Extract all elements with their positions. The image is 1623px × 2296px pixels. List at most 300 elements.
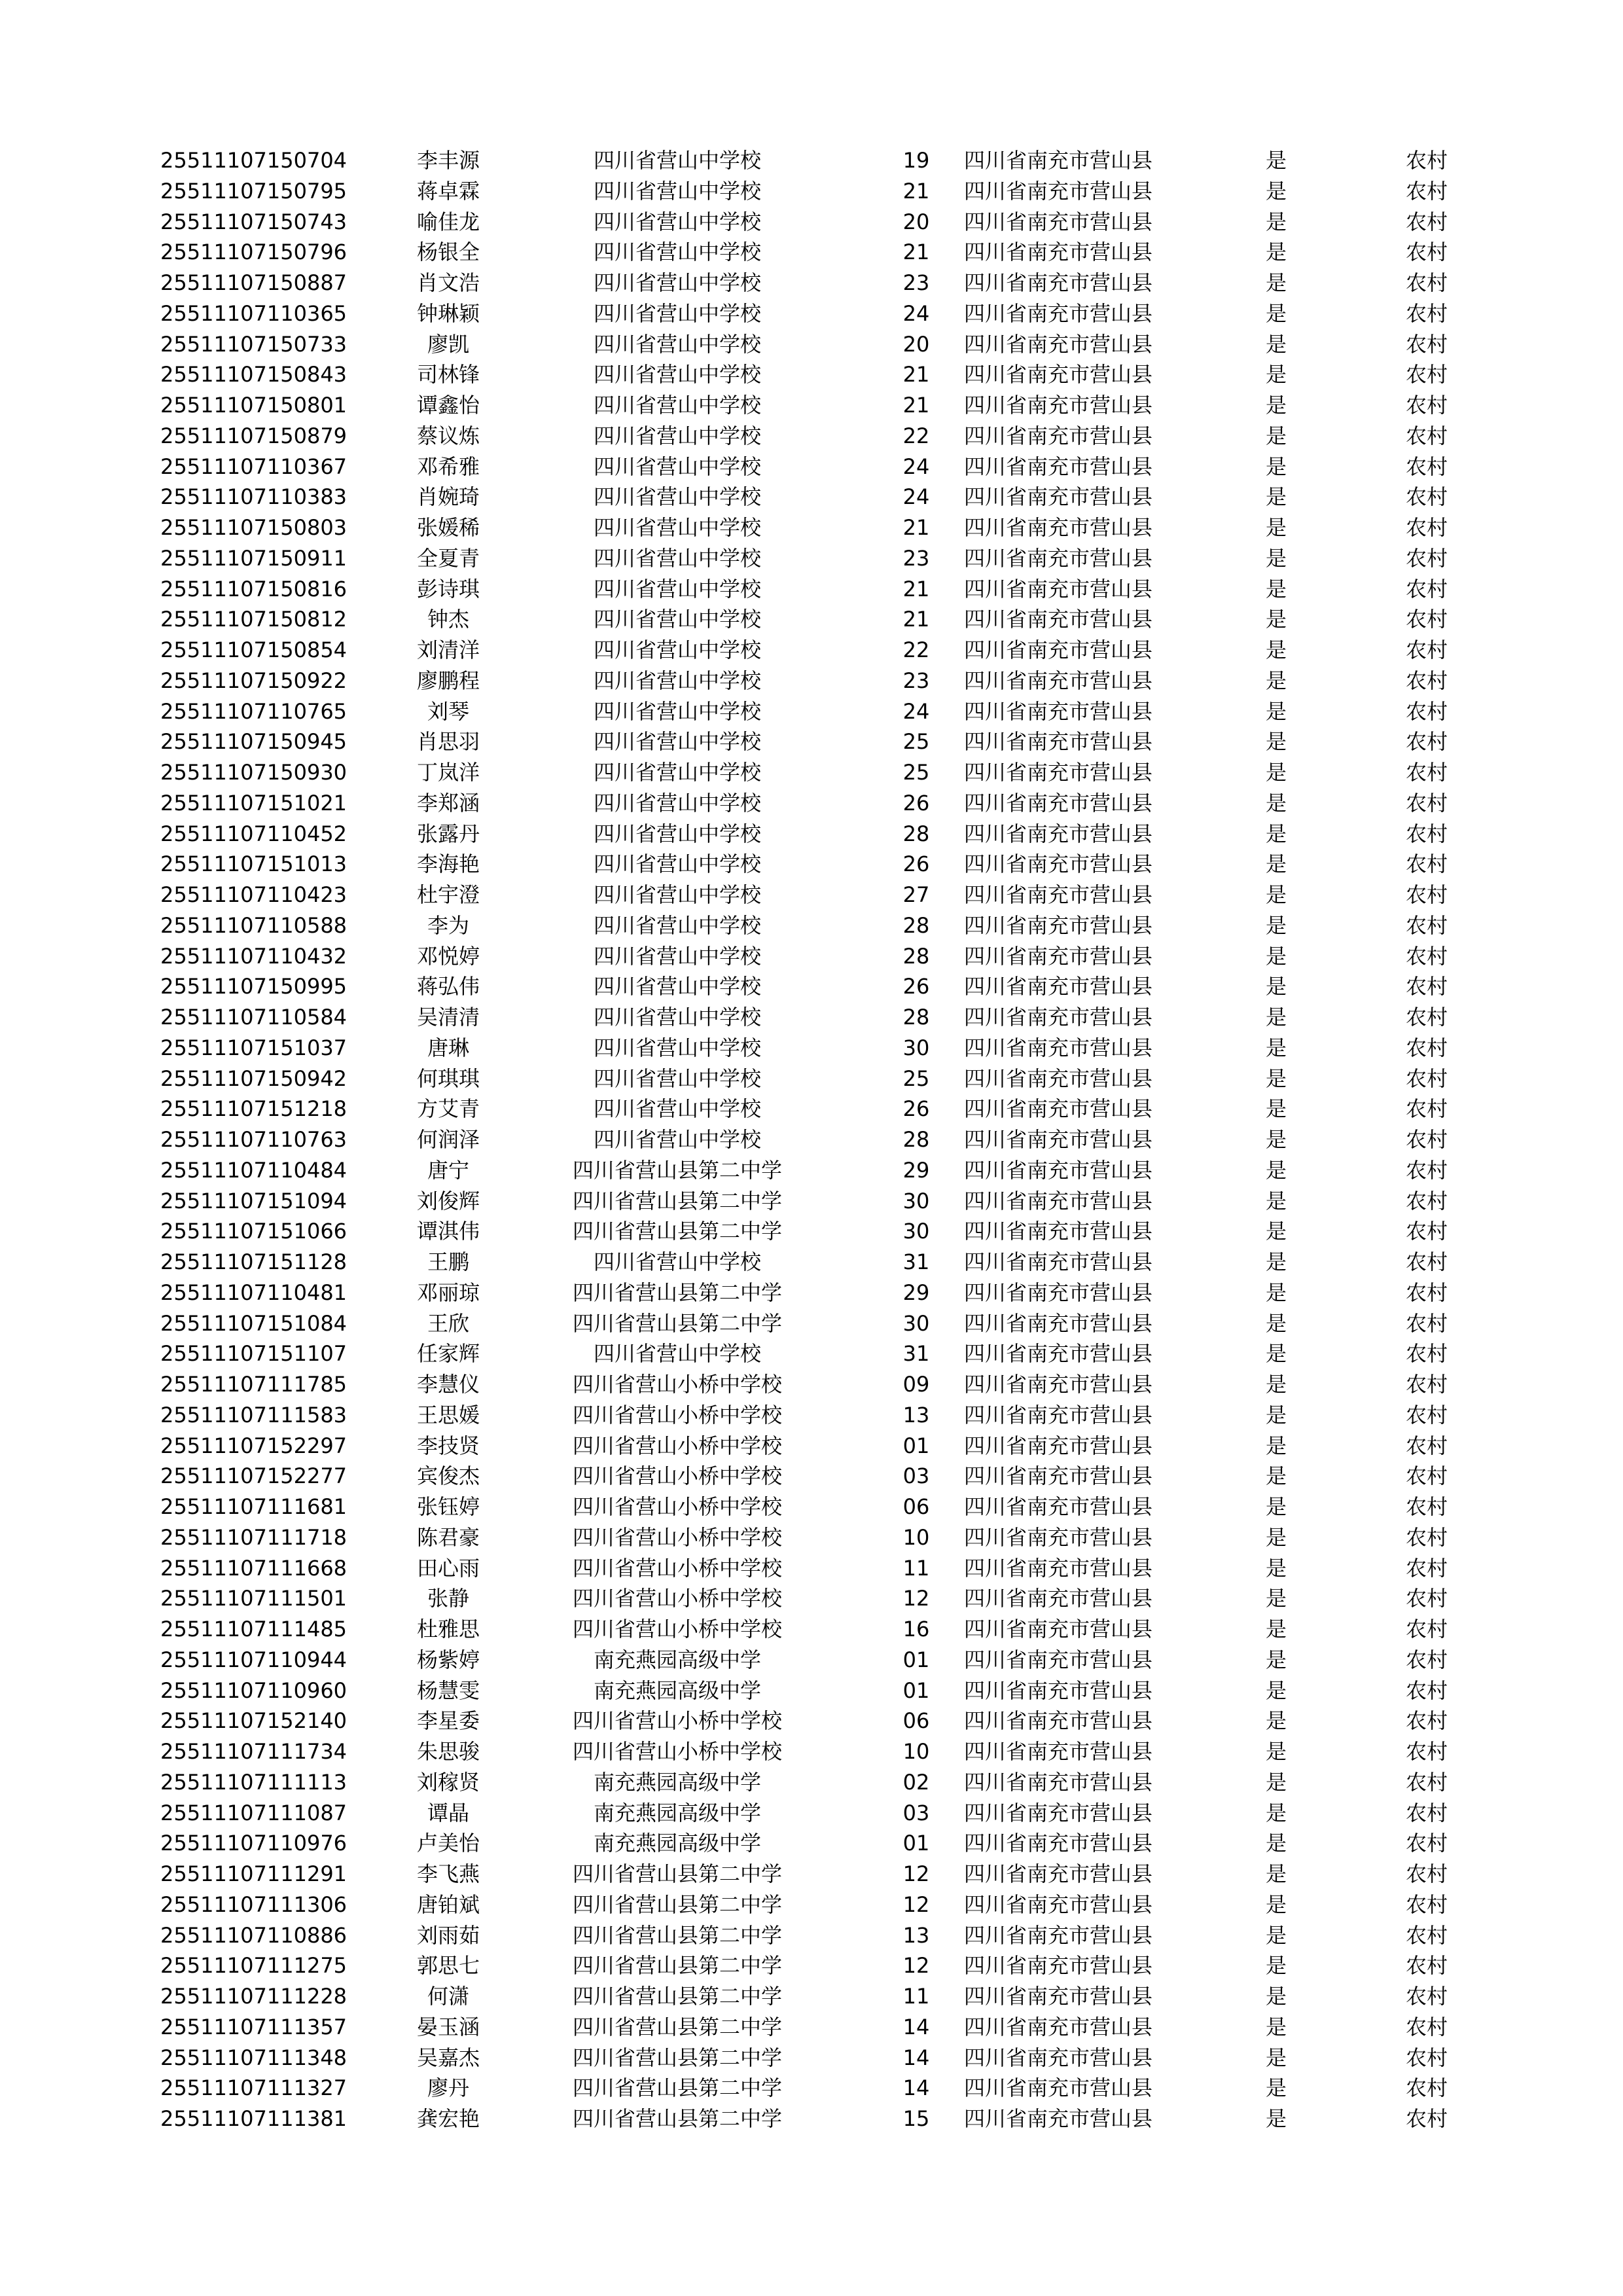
school-cell: 四川省营山县第二中学 bbox=[572, 1953, 782, 1979]
table-row bbox=[0, 1124, 1623, 1155]
address-cell: 四川省南充市营山县 bbox=[964, 2106, 1153, 2131]
student-id-cell: 25511107110765 bbox=[160, 698, 348, 724]
student-name-cell: 刘稼贤 bbox=[416, 1769, 480, 1795]
student-id-cell: 25511107151013 bbox=[160, 852, 348, 877]
table-row bbox=[0, 1064, 1623, 1094]
student-name-cell: 杜雅思 bbox=[416, 1617, 480, 1641]
school-cell: 四川省营山县第二中学 bbox=[572, 1310, 782, 1336]
address-cell: 四川省南充市营山县 bbox=[964, 637, 1153, 662]
student-name-cell: 李丰源 bbox=[416, 148, 480, 173]
residence-type-cell: 农村 bbox=[1405, 1372, 1448, 1397]
flag-cell: 是 bbox=[1265, 1463, 1287, 1489]
student-name-cell: 杨慧雯 bbox=[416, 1677, 480, 1703]
flag-cell: 是 bbox=[1265, 1769, 1287, 1795]
school-cell: 四川省营山小桥中学校 bbox=[572, 1708, 782, 1734]
table-row bbox=[0, 574, 1623, 605]
student-id-cell: 25511107150704 bbox=[160, 148, 348, 173]
address-cell: 四川省南充市营山县 bbox=[964, 974, 1153, 999]
table-row bbox=[0, 2043, 1623, 2073]
address-cell: 四川省南充市营山县 bbox=[964, 760, 1153, 785]
flag-cell: 是 bbox=[1265, 1402, 1287, 1427]
student-name-cell: 杨紫婷 bbox=[416, 1647, 480, 1672]
class-number-cell: 02 bbox=[902, 1769, 930, 1795]
residence-type-cell: 农村 bbox=[1405, 912, 1448, 938]
table-row bbox=[0, 1002, 1623, 1033]
class-number-cell: 03 bbox=[902, 1463, 930, 1489]
student-id-cell: 25511107110960 bbox=[160, 1677, 348, 1703]
residence-type-cell: 农村 bbox=[1405, 209, 1448, 234]
table-row bbox=[0, 145, 1623, 176]
table-row bbox=[0, 1767, 1623, 1798]
flag-cell: 是 bbox=[1265, 943, 1287, 969]
school-cell: 四川省营山中学校 bbox=[593, 331, 761, 357]
school-cell: 四川省营山县第二中学 bbox=[572, 1892, 782, 1917]
student-name-cell: 肖思羽 bbox=[416, 729, 480, 755]
student-name-cell: 王欣 bbox=[427, 1310, 469, 1336]
student-id-cell: 25511107111327 bbox=[160, 2075, 348, 2101]
school-cell: 四川省营山中学校 bbox=[593, 454, 761, 479]
class-number-cell: 16 bbox=[902, 1617, 930, 1641]
student-name-cell: 司林锋 bbox=[416, 362, 480, 387]
student-id-cell: 25511107150945 bbox=[160, 729, 348, 755]
class-number-cell: 20 bbox=[902, 331, 930, 357]
flag-cell: 是 bbox=[1265, 1708, 1287, 1734]
student-name-cell: 丁岚洋 bbox=[416, 760, 480, 785]
student-name-cell: 张钰婷 bbox=[416, 1494, 480, 1519]
flag-cell: 是 bbox=[1265, 178, 1287, 204]
flag-cell: 是 bbox=[1265, 209, 1287, 234]
table-row bbox=[0, 1890, 1623, 1920]
residence-type-cell: 农村 bbox=[1405, 821, 1448, 846]
address-cell: 四川省南充市营山县 bbox=[964, 209, 1153, 234]
student-id-cell: 25511107150879 bbox=[160, 423, 348, 448]
student-id-cell: 25511107110383 bbox=[160, 484, 348, 510]
address-cell: 四川省南充市营山县 bbox=[964, 1372, 1153, 1397]
table-row bbox=[0, 757, 1623, 788]
flag-cell: 是 bbox=[1265, 1494, 1287, 1519]
class-number-cell: 31 bbox=[902, 1249, 930, 1274]
school-cell: 四川省营山中学校 bbox=[593, 943, 761, 969]
residence-type-cell: 农村 bbox=[1405, 668, 1448, 693]
table-row bbox=[0, 1950, 1623, 1981]
student-id-cell: 25511107110423 bbox=[160, 882, 348, 907]
table-row bbox=[0, 1553, 1623, 1584]
student-name-cell: 龚宏艳 bbox=[416, 2106, 480, 2131]
school-cell: 四川省营山中学校 bbox=[593, 698, 761, 724]
school-cell: 四川省营山县第二中学 bbox=[572, 2014, 782, 2039]
class-number-cell: 24 bbox=[902, 300, 930, 326]
student-id-cell: 25511107110432 bbox=[160, 943, 348, 969]
flag-cell: 是 bbox=[1265, 821, 1287, 846]
table-row bbox=[0, 1645, 1623, 1676]
student-name-cell: 李慧仪 bbox=[416, 1372, 480, 1397]
school-cell: 四川省营山中学校 bbox=[593, 790, 761, 816]
student-name-cell: 唐铂斌 bbox=[416, 1892, 480, 1917]
address-cell: 四川省南充市营山县 bbox=[964, 576, 1153, 601]
address-cell: 四川省南充市营山县 bbox=[964, 1249, 1153, 1274]
residence-type-cell: 农村 bbox=[1405, 2075, 1448, 2101]
address-cell: 四川省南充市营山县 bbox=[964, 1280, 1153, 1305]
residence-type-cell: 农村 bbox=[1405, 1739, 1448, 1764]
class-number-cell: 30 bbox=[902, 1219, 930, 1244]
table-row bbox=[0, 1798, 1623, 1829]
address-cell: 四川省南充市营山县 bbox=[964, 912, 1153, 938]
address-cell: 四川省南充市营山县 bbox=[964, 2075, 1153, 2101]
student-name-cell: 方艾青 bbox=[416, 1096, 480, 1122]
student-name-cell: 郭思七 bbox=[416, 1953, 480, 1979]
residence-type-cell: 农村 bbox=[1405, 698, 1448, 724]
student-id-cell: 25511107151084 bbox=[160, 1310, 348, 1336]
residence-type-cell: 农村 bbox=[1405, 1984, 1448, 2009]
class-number-cell: 21 bbox=[902, 576, 930, 601]
class-number-cell: 29 bbox=[902, 1280, 930, 1305]
residence-type-cell: 农村 bbox=[1405, 1922, 1448, 1948]
student-name-cell: 谭淇伟 bbox=[416, 1219, 480, 1244]
flag-cell: 是 bbox=[1265, 1617, 1287, 1641]
table-row bbox=[0, 1981, 1623, 2012]
class-number-cell: 06 bbox=[902, 1494, 930, 1519]
school-cell: 四川省营山小桥中学校 bbox=[572, 1463, 782, 1489]
residence-type-cell: 农村 bbox=[1405, 1219, 1448, 1244]
address-cell: 四川省南充市营山县 bbox=[964, 362, 1153, 387]
residence-type-cell: 农村 bbox=[1405, 637, 1448, 662]
student-name-cell: 蒋弘伟 bbox=[416, 974, 480, 999]
student-id-cell: 25511107150922 bbox=[160, 668, 348, 693]
residence-type-cell: 农村 bbox=[1405, 1708, 1448, 1734]
student-id-cell: 25511107151218 bbox=[160, 1096, 348, 1122]
class-number-cell: 25 bbox=[902, 729, 930, 755]
school-cell: 四川省营山县第二中学 bbox=[572, 2106, 782, 2131]
student-id-cell: 25511107151128 bbox=[160, 1249, 348, 1274]
residence-type-cell: 农村 bbox=[1405, 852, 1448, 877]
residence-type-cell: 农村 bbox=[1405, 1494, 1448, 1519]
student-name-cell: 谭晶 bbox=[427, 1800, 469, 1825]
table-row bbox=[0, 543, 1623, 574]
flag-cell: 是 bbox=[1265, 2075, 1287, 2101]
table-row bbox=[0, 1216, 1623, 1247]
flag-cell: 是 bbox=[1265, 2045, 1287, 2070]
student-id-cell: 25511107151021 bbox=[160, 790, 348, 816]
flag-cell: 是 bbox=[1265, 1280, 1287, 1305]
address-cell: 四川省南充市营山县 bbox=[964, 1127, 1153, 1152]
flag-cell: 是 bbox=[1265, 1157, 1287, 1183]
residence-type-cell: 农村 bbox=[1405, 1005, 1448, 1030]
table-row bbox=[0, 390, 1623, 421]
table-row bbox=[0, 726, 1623, 757]
residence-type-cell: 农村 bbox=[1405, 270, 1448, 295]
flag-cell: 是 bbox=[1265, 1586, 1287, 1611]
student-id-cell: 25511107111681 bbox=[160, 1494, 348, 1519]
student-id-cell: 25511107111275 bbox=[160, 1953, 348, 1979]
student-name-cell: 邓希雅 bbox=[416, 454, 480, 479]
address-cell: 四川省南充市营山县 bbox=[964, 2045, 1153, 2070]
flag-cell: 是 bbox=[1265, 1953, 1287, 1979]
flag-cell: 是 bbox=[1265, 882, 1287, 907]
student-name-cell: 廖凯 bbox=[427, 331, 469, 357]
flag-cell: 是 bbox=[1265, 1984, 1287, 2009]
address-cell: 四川省南充市营山县 bbox=[964, 393, 1153, 418]
school-cell: 四川省营山中学校 bbox=[593, 852, 761, 877]
student-name-cell: 田心雨 bbox=[416, 1555, 480, 1581]
flag-cell: 是 bbox=[1265, 1127, 1287, 1152]
class-number-cell: 24 bbox=[902, 484, 930, 510]
school-cell: 四川省营山中学校 bbox=[593, 362, 761, 387]
residence-type-cell: 农村 bbox=[1405, 1249, 1448, 1274]
flag-cell: 是 bbox=[1265, 2106, 1287, 2131]
student-name-cell: 蔡议炼 bbox=[416, 423, 480, 448]
address-cell: 四川省南充市营山县 bbox=[964, 882, 1153, 907]
student-id-cell: 25511107150887 bbox=[160, 270, 348, 295]
class-number-cell: 10 bbox=[902, 1739, 930, 1764]
student-id-cell: 25511107152277 bbox=[160, 1463, 348, 1489]
student-name-cell: 蒋卓霖 bbox=[416, 178, 480, 204]
flag-cell: 是 bbox=[1265, 300, 1287, 326]
class-number-cell: 01 bbox=[902, 1647, 930, 1672]
residence-type-cell: 农村 bbox=[1405, 1341, 1448, 1367]
student-id-cell: 25511107111583 bbox=[160, 1402, 348, 1427]
class-number-cell: 26 bbox=[902, 790, 930, 816]
address-cell: 四川省南充市营山县 bbox=[964, 1708, 1153, 1734]
school-cell: 四川省营山中学校 bbox=[593, 545, 761, 571]
flag-cell: 是 bbox=[1265, 637, 1287, 662]
table-row bbox=[0, 788, 1623, 819]
school-cell: 四川省营山中学校 bbox=[593, 576, 761, 601]
class-number-cell: 26 bbox=[902, 1096, 930, 1122]
student-name-cell: 廖鹏程 bbox=[416, 668, 480, 693]
class-number-cell: 21 bbox=[902, 515, 930, 540]
class-number-cell: 26 bbox=[902, 974, 930, 999]
class-number-cell: 14 bbox=[902, 2075, 930, 2101]
class-number-cell: 14 bbox=[902, 2014, 930, 2039]
student-id-cell: 25511107111087 bbox=[160, 1800, 348, 1825]
student-name-cell: 何润泽 bbox=[416, 1127, 480, 1152]
flag-cell: 是 bbox=[1265, 331, 1287, 357]
flag-cell: 是 bbox=[1265, 1739, 1287, 1764]
flag-cell: 是 bbox=[1265, 1096, 1287, 1122]
residence-type-cell: 农村 bbox=[1405, 178, 1448, 204]
student-name-cell: 唐宁 bbox=[427, 1157, 469, 1183]
address-cell: 四川省南充市营山县 bbox=[964, 545, 1153, 571]
school-cell: 四川省营山中学校 bbox=[593, 1127, 761, 1152]
address-cell: 四川省南充市营山县 bbox=[964, 1555, 1153, 1581]
class-number-cell: 21 bbox=[902, 240, 930, 265]
residence-type-cell: 农村 bbox=[1405, 484, 1448, 510]
student-name-cell: 宾俊杰 bbox=[416, 1463, 480, 1489]
residence-type-cell: 农村 bbox=[1405, 1066, 1448, 1091]
student-id-cell: 25511107150803 bbox=[160, 515, 348, 540]
class-number-cell: 21 bbox=[902, 178, 930, 204]
school-cell: 南充燕园高级中学 bbox=[593, 1800, 761, 1825]
class-number-cell: 24 bbox=[902, 454, 930, 479]
class-number-cell: 19 bbox=[902, 148, 930, 173]
class-number-cell: 03 bbox=[902, 1800, 930, 1825]
residence-type-cell: 农村 bbox=[1405, 1433, 1448, 1458]
table-row bbox=[0, 329, 1623, 360]
school-cell: 四川省营山中学校 bbox=[593, 148, 761, 173]
class-number-cell: 12 bbox=[902, 1861, 930, 1886]
class-number-cell: 21 bbox=[902, 362, 930, 387]
student-name-cell: 廖丹 bbox=[427, 2075, 469, 2101]
residence-type-cell: 农村 bbox=[1405, 1617, 1448, 1641]
address-cell: 四川省南充市营山县 bbox=[964, 1800, 1153, 1825]
flag-cell: 是 bbox=[1265, 148, 1287, 173]
table-row bbox=[0, 880, 1623, 910]
flag-cell: 是 bbox=[1265, 1800, 1287, 1825]
class-number-cell: 20 bbox=[902, 209, 930, 234]
student-name-cell: 吴清清 bbox=[416, 1005, 480, 1030]
table-row bbox=[0, 604, 1623, 635]
student-id-cell: 25511107150843 bbox=[160, 362, 348, 387]
flag-cell: 是 bbox=[1265, 576, 1287, 601]
table-row bbox=[0, 1828, 1623, 1859]
school-cell: 四川省营山小桥中学校 bbox=[572, 1372, 782, 1397]
address-cell: 四川省南充市营山县 bbox=[964, 331, 1153, 357]
flag-cell: 是 bbox=[1265, 1341, 1287, 1367]
student-id-cell: 25511107111113 bbox=[160, 1769, 348, 1795]
address-cell: 四川省南充市营山县 bbox=[964, 1524, 1153, 1550]
class-number-cell: 15 bbox=[902, 2106, 930, 2131]
table-row bbox=[0, 1338, 1623, 1369]
student-name-cell: 何潇 bbox=[427, 1984, 469, 2009]
residence-type-cell: 农村 bbox=[1405, 1096, 1448, 1122]
student-id-cell: 25511107150796 bbox=[160, 240, 348, 265]
address-cell: 四川省南充市营山县 bbox=[964, 423, 1153, 448]
student-name-cell: 刘琴 bbox=[427, 698, 469, 724]
flag-cell: 是 bbox=[1265, 1922, 1287, 1948]
student-id-cell: 25511107151094 bbox=[160, 1188, 348, 1213]
residence-type-cell: 农村 bbox=[1405, 240, 1448, 265]
student-name-cell: 张静 bbox=[427, 1586, 469, 1611]
school-cell: 四川省营山中学校 bbox=[593, 178, 761, 204]
student-id-cell: 25511107150812 bbox=[160, 607, 348, 632]
address-cell: 四川省南充市营山县 bbox=[964, 790, 1153, 816]
class-number-cell: 28 bbox=[902, 943, 930, 969]
student-id-cell: 25511107150743 bbox=[160, 209, 348, 234]
table-row bbox=[0, 635, 1623, 666]
residence-type-cell: 农村 bbox=[1405, 607, 1448, 632]
school-cell: 四川省营山中学校 bbox=[593, 882, 761, 907]
school-cell: 南充燕园高级中学 bbox=[593, 1647, 761, 1672]
student-id-cell: 25511107150733 bbox=[160, 331, 348, 357]
school-cell: 四川省营山中学校 bbox=[593, 300, 761, 326]
student-name-cell: 谭鑫怡 bbox=[416, 393, 480, 418]
address-cell: 四川省南充市营山县 bbox=[964, 240, 1153, 265]
flag-cell: 是 bbox=[1265, 1372, 1287, 1397]
residence-type-cell: 农村 bbox=[1405, 515, 1448, 540]
school-cell: 四川省营山中学校 bbox=[593, 1249, 761, 1274]
student-id-cell: 25511107110763 bbox=[160, 1127, 348, 1152]
class-number-cell: 24 bbox=[902, 698, 930, 724]
flag-cell: 是 bbox=[1265, 1555, 1287, 1581]
flag-cell: 是 bbox=[1265, 1524, 1287, 1550]
residence-type-cell: 农村 bbox=[1405, 576, 1448, 601]
student-id-cell: 25511107151066 bbox=[160, 1219, 348, 1244]
school-cell: 四川省营山小桥中学校 bbox=[572, 1586, 782, 1611]
class-number-cell: 01 bbox=[902, 1831, 930, 1856]
student-name-cell: 彭诗琪 bbox=[416, 576, 480, 601]
address-cell: 四川省南充市营山县 bbox=[964, 2014, 1153, 2039]
class-number-cell: 21 bbox=[902, 393, 930, 418]
flag-cell: 是 bbox=[1265, 423, 1287, 448]
residence-type-cell: 农村 bbox=[1405, 943, 1448, 969]
address-cell: 四川省南充市营山县 bbox=[964, 1188, 1153, 1213]
table-row bbox=[0, 1308, 1623, 1339]
class-number-cell: 30 bbox=[902, 1310, 930, 1336]
student-name-cell: 肖婉琦 bbox=[416, 484, 480, 510]
class-number-cell: 28 bbox=[902, 912, 930, 938]
student-name-cell: 刘俊辉 bbox=[416, 1188, 480, 1213]
school-cell: 四川省营山中学校 bbox=[593, 729, 761, 755]
residence-type-cell: 农村 bbox=[1405, 882, 1448, 907]
student-id-cell: 25511107111734 bbox=[160, 1739, 348, 1764]
school-cell: 四川省营山中学校 bbox=[593, 209, 761, 234]
table-row bbox=[0, 1859, 1623, 1890]
school-cell: 四川省营山中学校 bbox=[593, 974, 761, 999]
address-cell: 四川省南充市营山县 bbox=[964, 1831, 1153, 1856]
address-cell: 四川省南充市营山县 bbox=[964, 270, 1153, 295]
school-cell: 四川省营山中学校 bbox=[593, 637, 761, 662]
residence-type-cell: 农村 bbox=[1405, 2014, 1448, 2039]
address-cell: 四川省南充市营山县 bbox=[964, 698, 1153, 724]
address-cell: 四川省南充市营山县 bbox=[964, 1647, 1153, 1672]
school-cell: 四川省营山县第二中学 bbox=[572, 1157, 782, 1183]
table-row bbox=[0, 237, 1623, 268]
student-id-cell: 25511107111357 bbox=[160, 2014, 348, 2039]
address-cell: 四川省南充市营山县 bbox=[964, 1769, 1153, 1795]
student-id-cell: 25511107150816 bbox=[160, 576, 348, 601]
flag-cell: 是 bbox=[1265, 393, 1287, 418]
student-id-cell: 25511107151107 bbox=[160, 1341, 348, 1367]
residence-type-cell: 农村 bbox=[1405, 1310, 1448, 1336]
table-row bbox=[0, 910, 1623, 941]
flag-cell: 是 bbox=[1265, 515, 1287, 540]
student-id-cell: 25511107110886 bbox=[160, 1922, 348, 1948]
student-name-cell: 邓悦婷 bbox=[416, 943, 480, 969]
table-row bbox=[0, 1736, 1623, 1767]
address-cell: 四川省南充市营山县 bbox=[964, 1617, 1153, 1641]
address-cell: 四川省南充市营山县 bbox=[964, 1433, 1153, 1458]
address-cell: 四川省南充市营山县 bbox=[964, 1402, 1153, 1427]
address-cell: 四川省南充市营山县 bbox=[964, 484, 1153, 510]
flag-cell: 是 bbox=[1265, 974, 1287, 999]
school-cell: 四川省营山小桥中学校 bbox=[572, 1494, 782, 1519]
address-cell: 四川省南充市营山县 bbox=[964, 1066, 1153, 1091]
table-row bbox=[0, 2073, 1623, 2104]
residence-type-cell: 农村 bbox=[1405, 148, 1448, 173]
student-name-cell: 唐琳 bbox=[427, 1035, 469, 1060]
class-number-cell: 12 bbox=[902, 1586, 930, 1611]
class-number-cell: 01 bbox=[902, 1433, 930, 1458]
table-row bbox=[0, 1186, 1623, 1217]
address-cell: 四川省南充市营山县 bbox=[964, 1677, 1153, 1703]
residence-type-cell: 农村 bbox=[1405, 760, 1448, 785]
school-cell: 四川省营山县第二中学 bbox=[572, 1922, 782, 1948]
school-cell: 四川省营山县第二中学 bbox=[572, 1188, 782, 1213]
address-cell: 四川省南充市营山县 bbox=[964, 943, 1153, 969]
student-id-cell: 25511107110976 bbox=[160, 1831, 348, 1856]
class-number-cell: 30 bbox=[902, 1035, 930, 1060]
table-row bbox=[0, 1278, 1623, 1308]
residence-type-cell: 农村 bbox=[1405, 1402, 1448, 1427]
student-id-cell: 25511107152297 bbox=[160, 1433, 348, 1458]
student-id-cell: 25511107110365 bbox=[160, 300, 348, 326]
class-number-cell: 11 bbox=[902, 1555, 930, 1581]
table-row bbox=[0, 176, 1623, 207]
flag-cell: 是 bbox=[1265, 270, 1287, 295]
student-id-cell: 25511107150801 bbox=[160, 393, 348, 418]
student-id-cell: 25511107110484 bbox=[160, 1157, 348, 1183]
school-cell: 四川省营山中学校 bbox=[593, 607, 761, 632]
